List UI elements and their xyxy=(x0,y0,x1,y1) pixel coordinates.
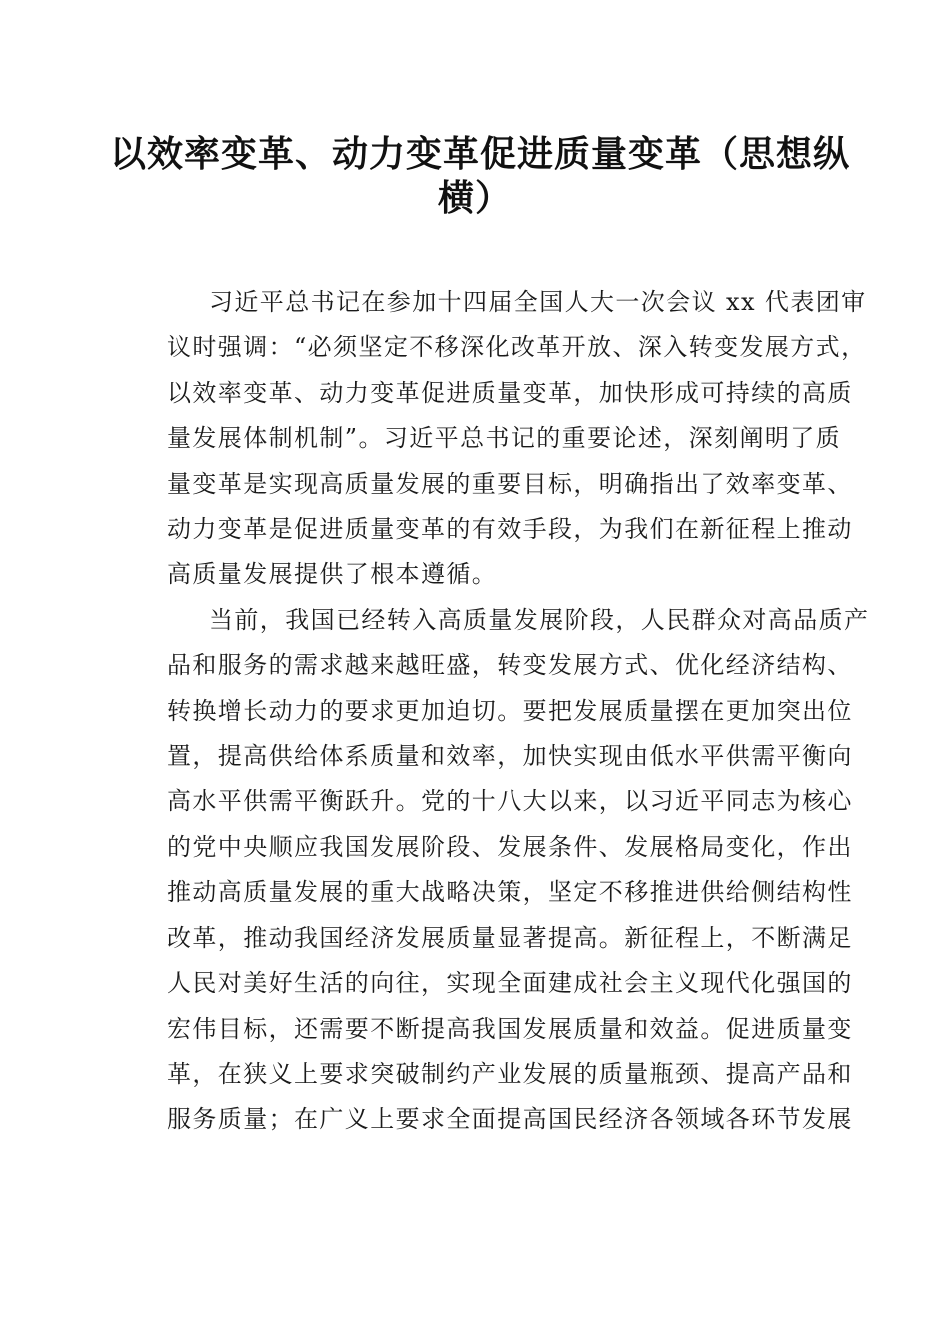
paragraph-line: 品和服务的需求越来越旺盛，转变发展方式、优化经济结构、 xyxy=(167,651,853,680)
paragraph-line: 宏伟目标，还需要不断提高我国发展质量和效益。促进质量变 xyxy=(167,1014,853,1043)
title-line-1: 以效率变革、动力变革促进质量变革（思想纵 xyxy=(110,133,851,175)
paragraph-line: 动力变革是促进质量变革的有效手段，为我们在新征程上推动 xyxy=(167,515,853,544)
title-line-2: 横） xyxy=(437,177,512,219)
paragraph-2 xyxy=(119,598,870,1143)
paragraph-line: 置，提高供给体系质量和效率，加快实现由低水平供需平衡向 xyxy=(167,742,853,771)
paragraph-line: 高质量发展提供了根本遵循。 xyxy=(167,560,498,589)
paragraph-line: 议时强调：“必须坚定不移深化改革开放、深入转变发展方式， xyxy=(167,333,867,362)
paragraph-line: 人民对美好生活的向往，实现全面建成社会主义现代化强国的 xyxy=(167,969,853,998)
paragraph-line: 量发展体制机制”。习近平总书记的重要论述，深刻阐明了质 xyxy=(167,424,842,453)
document-body xyxy=(119,280,870,1143)
paragraph-line: 以效率变革、动力变革促进质量变革，加快形成可持续的高质 xyxy=(167,378,853,407)
paragraph-line: 当前，我国已经转入高质量发展阶段，人民群众对高品质产 xyxy=(209,605,870,634)
document-title xyxy=(110,132,851,220)
paragraph-line: 改革，推动我国经济发展质量显著提高。新征程上，不断满足 xyxy=(167,923,853,952)
paragraph-line: 习近平总书记在参加十四届全国人大一次会议 xx 代表团审 xyxy=(209,288,867,316)
paragraph-line: 高水平供需平衡跃升。党的十八大以来，以习近平同志为核心 xyxy=(167,787,853,816)
paragraph-line: 推动高质量发展的重大战略决策，坚定不移推进供给侧结构性 xyxy=(167,878,853,907)
paragraph-line: 的党中央顺应我国发展阶段、发展条件、发展格局变化，作出 xyxy=(167,832,853,861)
paragraph-line: 转换增长动力的要求更加迫切。要把发展质量摆在更加突出位 xyxy=(167,696,853,725)
paragraph-line: 服务质量；在广义上要求全面提高国民经济各领域各环节发展 xyxy=(167,1105,853,1134)
paragraph-1 xyxy=(119,280,867,598)
paragraph-line: 量变革是实现高质量发展的重要目标，明确指出了效率变革、 xyxy=(167,469,853,498)
paragraph-line: 革，在狭义上要求突破制约产业发展的质量瓶颈、提高产品和 xyxy=(167,1059,853,1088)
